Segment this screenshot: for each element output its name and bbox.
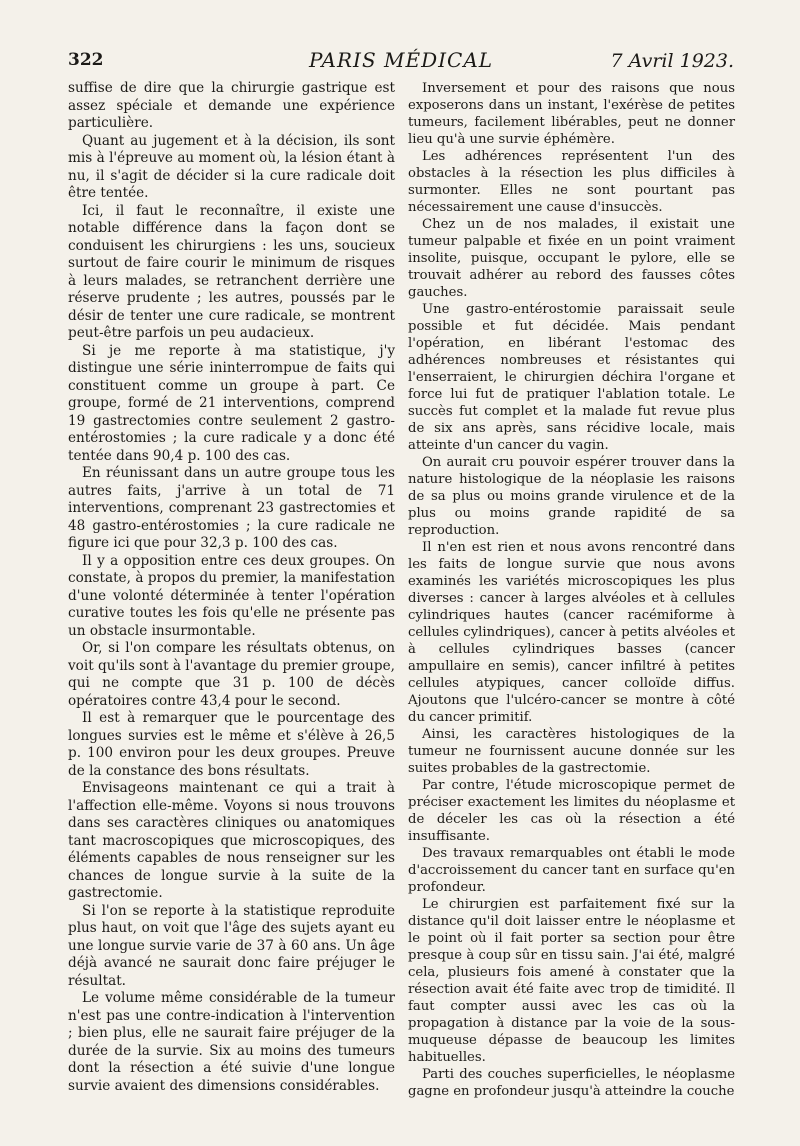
paragraph: On aurait cru pouvoir espérer trouver dans la nature histologique de la néoplasie les raisons de sa plus ou moins grande virulence et de la plus ou moins grande rapidité de sa reproduction. xyxy=(408,455,735,538)
paragraph: Ici, il faut le reconnaître, il existe une notable différence dans la façon dont se conduisent les chirurgiens : les uns, soucieux surtout de faire courir le minimum de risques à leurs malades, se retranchent derrière une réserve prudente ; les autres, poussés par le désir de tenter une cure radicale, se montrent peut-être parfois un peu audacieux. xyxy=(68,202,395,341)
paragraph: Si je me reporte à ma statistique, j'y distingue une série ininterrompue de faits qui constituent comme un groupe à part. Ce groupe, formé de 21 interventions, comprend 19 gastrectomies contre seulement 2 gastro-entérostomies ; la cure radicale y a donc été tentée dans 90,4 p. 100 des cas. xyxy=(68,342,395,464)
paragraph: Si l'on se reporte à la statistique reproduite plus haut, on voit que l'âge des sujets ayant eu une longue survie varie de 37 à 60 ans. Un âge déjà avancé ne saurait donc faire préjuger le résultat. xyxy=(68,902,395,989)
left-column xyxy=(68,80,395,1095)
paragraph: Le chirurgien est parfaitement fixé sur la distance qu'il doit laisser entre le néoplasme et le point où il fait porter sa section pour être presque à coup sûr en tissu sain. J'ai été, malgré cela, plusieurs fois amené à constater que la résection avait été faite avec trop de timidité. Il faut compter aussi avec les cas où la propagation à distance par la voie de la sous-muqueuse dépasse de beaucoup les limites habituelles. xyxy=(408,897,735,1065)
paragraph: Le volume même considérable de la tumeur n'est pas une contre-indication à l'intervention ; bien plus, elle ne saurait faire préjuger de la durée de la survie. Six au moins des tumeurs dont la résection a été suivie d'une longue survie avaient des dimensions considérables. xyxy=(68,990,395,1094)
paragraph: Inversement et pour des raisons que nous exposerons dans un instant, l'exérèse de petites tumeurs, facilement libérables, peut ne donner lieu qu'à une survie éphémère. xyxy=(408,81,735,147)
paragraph: Envisageons maintenant ce qui a trait à l'affection elle-même. Voyons si nous trouvons dans ses caractères cliniques ou anatomiques tant macroscopiques que microscopiques, des éléments capables de nous renseigner sur les chances de longue survie à la suite de la gastrectomie. xyxy=(68,780,395,901)
paragraph: suffise de dire que la chirurgie gastrique est assez spéciale et demande une expérience particulière. xyxy=(68,80,395,131)
page-number: 322 xyxy=(68,50,104,70)
paragraph: Il y a opposition entre ces deux groupes. On constate, à propos du premier, la manifestation d'une volonté déterminée à tenter l'opération curative toutes les fois qu'elle ne présente pas un obstacle insurmontable. xyxy=(68,552,395,639)
paragraph: Il n'en est rien et nous avons rencontré dans les faits de longue survie que nous avons examinés les variétés microscopiques les plus diverses : cancer à larges alvéoles et à cellules cylindriques hautes (cancer racémiforme à cellules cylindriques), cancer à petits alvéoles et à cellules cylindriques basses (cancer ampullaire en semis), cancer infiltré à petites cellules atypiques, cancer colloïde diffus. Ajoutons que l'ulcéro-cancer se montre à côté du cancer primitif. xyxy=(408,540,735,725)
paragraph: Or, si l'on compare les résultats obtenus, on voit qu'ils sont à l'avantage du premier groupe, qui ne compte que 31 p. 100 de décès opératoires contre 43,4 pour le second. xyxy=(68,640,396,709)
journal-title: PARIS MÉDICAL xyxy=(308,48,494,72)
paragraph: Ainsi, les caractères histologiques de la tumeur ne fournissent aucune donnée sur les suites probables de la gastrectomie. xyxy=(408,727,735,776)
paragraph: Des travaux remarquables ont établi le mode d'accroissement du cancer tant en surface qu'en profondeur. xyxy=(408,846,735,895)
paragraph: Une gastro-entérostomie paraissait seule possible et fut décidée. Mais pendant l'opération, en libérant l'estomac des adhérences nombreuses et résistantes qui l'enserraient, le chirurgien déchira l'organe et force lui fut de pratiquer l'ablation totale. Le succès fut complet et la malade fut revue plus de six ans après, sans récidive locale, mais atteinte d'un cancer du vagin. xyxy=(408,302,735,453)
page-header xyxy=(68,44,734,74)
paragraph: Chez un de nos malades, il existait une tumeur palpable et fixée en un point vraiment insolite, puisque, occupant le pylore, elle se trouvait adhérer au rebord des fausses côtes gauches. xyxy=(408,217,735,300)
paragraph: Quant au jugement et à la décision, ils sont mis à l'épreuve au moment où, la lésion étant à nu, il s'agit de décider si la cure radicale doit être tentée. xyxy=(68,132,395,201)
paragraph: Par contre, l'étude microscopique permet de préciser exactement les limites du néoplasme et de déceler les cas où la résection a été insuffisante. xyxy=(408,778,735,844)
issue-date: 7 Avril 1923. xyxy=(610,50,734,72)
paragraph: En réunissant dans un autre groupe tous les autres faits, j'arrive à un total de 71 interventions, comprenant 23 gastrectomies et 48 gastro-entérostomies ; la cure radicale ne figure ici que pour 32,3 p. 100 des cas. xyxy=(68,465,395,551)
paragraph: Les adhérences représentent l'un des obstacles à la résection les plus difficiles à surmonter. Elles ne sont pourtant pas nécessairement une cause d'insuccès. xyxy=(408,149,735,215)
paragraph: Parti des couches superficielles, le néoplasme gagne en profondeur jusqu'à atteindre la couche xyxy=(408,1067,735,1099)
right-column xyxy=(408,80,735,1100)
paragraph: Il est à remarquer que le pourcentage des longues survies est le même et s'élève à 26,5 p. 100 environ pour les deux groupes. Preuve de la constance des bons résultats. xyxy=(68,710,395,779)
